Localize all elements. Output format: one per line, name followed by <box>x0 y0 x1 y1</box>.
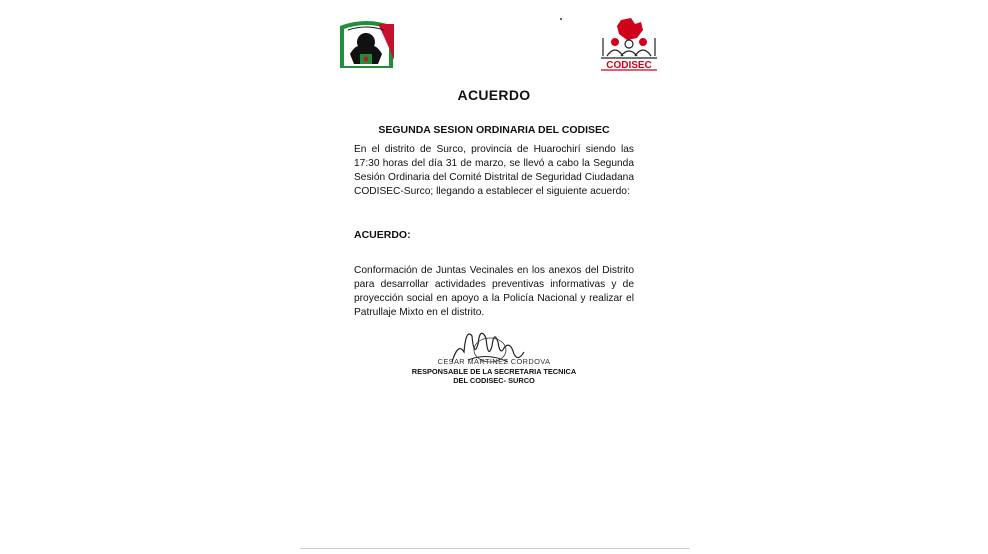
document-subtitle: SEGUNDA SESION ORDINARIA DEL CODISEC <box>378 124 610 136</box>
signatory-role-line1: RESPONSABLE DE LA SECRETARIA TECNICA <box>411 367 577 376</box>
document-title: ACUERDO <box>457 87 531 103</box>
codisec-logo-text: CODISEC <box>606 60 652 71</box>
agreement-paragraph: Conformación de Juntas Vecinales en los anexos del Distrito para desarrollar actividades preventivas informativas y de proyección social en apoyo a la Policía Nacional y realizar el Patrullaje Mixto en el distrito. <box>354 265 634 318</box>
page-bottom-edge <box>300 548 690 549</box>
signatory-role-line2: DEL CODISEC- SURCO <box>453 376 535 385</box>
scan-speck <box>560 18 562 20</box>
signatory-name: CESAR MARTINEZ CORDOVA <box>437 357 551 366</box>
intro-paragraph: En el distrito de Surco, provincia de Huarochirí siendo las 17:30 horas del día 31 de marzo, se llevó a cabo la Segunda Sesión Ordinaria del Comité Distrital de Seguridad Ciudadana CODISEC-Surco; llegando a establecer el siguiente acuerdo: <box>354 144 634 197</box>
agreement-heading: ACUERDO: <box>354 229 411 241</box>
municipal-crest-icon <box>338 20 395 70</box>
codisec-logo-icon <box>597 16 661 72</box>
